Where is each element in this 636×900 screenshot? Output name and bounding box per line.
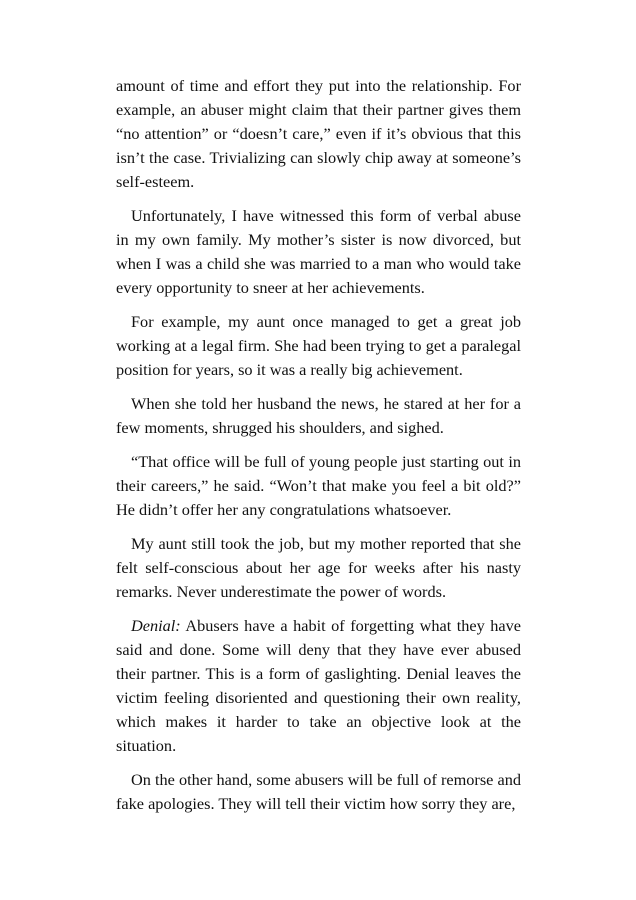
paragraph-husband-quote: “That office will be full of young people just starting out in their careers,” he said. “Won’t that make you feel a bit old?” He didn’t offer her any congratulations whatsoever.: [116, 452, 521, 519]
paragraph-family-witness: Unfortunately, I have witnessed this form of verbal abuse in my own family. My mother’s sister is now divorced, but when I was a child she was married to a man who would take every opportunity to sneer at her achievements.: [116, 206, 521, 297]
denial-text: Abusers have a habit of forgetting what they have said and done. Some will deny that they have ever abused their partner. This is a form of gaslighting. Denial leaves the victim feeling disoriented and questioning their own reality, which makes it harder to take an objective look at the situation.: [116, 616, 521, 755]
book-page-text: [116, 74, 521, 816]
paragraph-remorse: On the other hand, some abusers will be full of remorse and fake apologies. They will tell their victim how sorry they are,: [116, 770, 521, 813]
paragraph-aunt-job: For example, my aunt once managed to get a great job working at a legal firm. She had been trying to get a paralegal position for years, so it was a really big achievement.: [116, 312, 521, 379]
paragraph-aftermath: My aunt still took the job, but my mother reported that she felt self-conscious about her age for weeks after his nasty remarks. Never underestimate the power of words.: [116, 534, 521, 601]
paragraph-denial: [116, 614, 521, 758]
denial-term: Denial:: [131, 616, 181, 635]
paragraph-trivializing-continued: amount of time and effort they put into the relationship. For example, an abuser might claim that their partner gives them “no attention” or “doesn’t care,” even if it’s obvious that this isn’t the case. Trivializing can slowly chip away at someone’s self-esteem.: [116, 76, 521, 191]
paragraph-husband-reaction: When she told her husband the news, he stared at her for a few moments, shrugged his shoulders, and sighed.: [116, 394, 521, 437]
